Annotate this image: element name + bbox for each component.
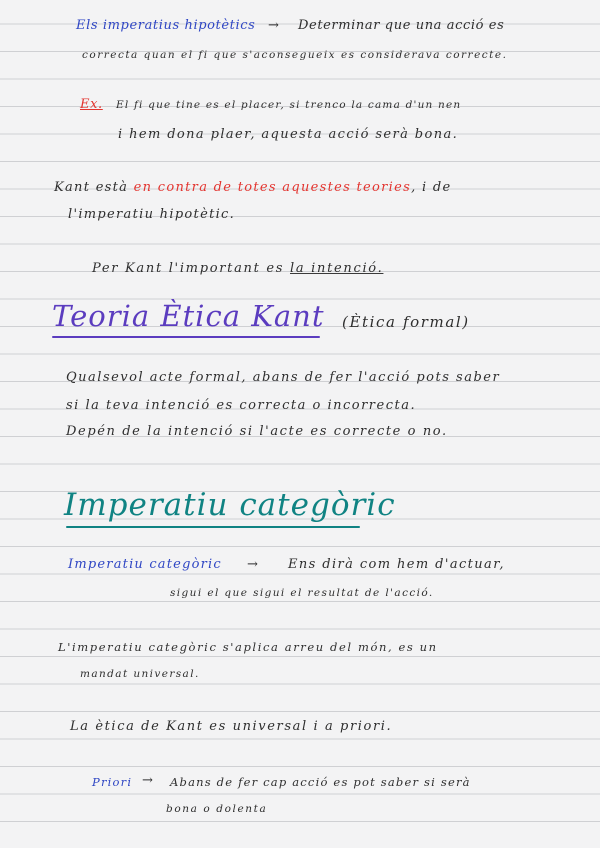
imperatiu-def-line-2: sigui el que sigui el resultat de l'acció. <box>170 587 434 599</box>
formal-line-2: si la teva intenció es correcta o incorrecta. <box>66 398 417 413</box>
term-imperatiu-categoric: Imperatiu categòric <box>68 557 222 572</box>
formal-line-3: Depén de la intenció si l'acte es correcte o no. <box>66 424 448 439</box>
formal-line-1: Qualsevol acte formal, abans de fer l'acció pots saber <box>66 370 501 385</box>
etica-kant-line: La ètica de Kant es universal i a priori. <box>70 719 393 734</box>
heading-imperatiu-categoric: Imperatiu categòric <box>64 487 396 523</box>
arrow-icon: → <box>247 557 259 572</box>
kant-against-line-2: l'imperatiu hipotètic. <box>68 207 236 222</box>
kant-against-line-1 <box>54 180 451 195</box>
example-line-1: El fi que tine es el placer, si trenco la cama d'un nen <box>116 99 462 111</box>
arrow-icon: → <box>268 18 280 33</box>
priori-def-line-1: Abans de fer cap acció es pot saber si serà <box>170 775 471 789</box>
definition-line-2: correcta quan el fi que s'aconsegueix es considerava correcte. <box>82 49 508 61</box>
arrow-icon: → <box>142 773 154 788</box>
heading-underline <box>52 336 320 338</box>
heading-underline <box>66 526 360 528</box>
per-kant-underlined: la intenció. <box>290 261 384 276</box>
example-line-2: i hem dona plaer, aquesta acció serà bona. <box>118 127 459 142</box>
term-priori: Priori <box>92 775 133 789</box>
universal-line-2: mandat universal. <box>80 668 200 680</box>
imperatiu-def-line-1: Ens dirà com hem d'actuar, <box>288 557 505 572</box>
heading-paren-etica-formal: (Ètica formal) <box>342 313 470 331</box>
term-imperatius-hipotetics: Els imperatius hipotètics <box>76 18 256 33</box>
kant-against-highlight: en contra de totes aquestes teories <box>133 180 412 195</box>
definition-line-1: Determinar que una acció es <box>298 18 505 33</box>
per-kant-line <box>92 261 383 276</box>
universal-line-1: L'imperatiu categòric s'aplica arreu del món, es un <box>58 640 438 654</box>
example-label: Ex. <box>80 97 103 112</box>
priori-def-line-2: bona o dolenta <box>166 803 268 815</box>
kant-against-post: , i de <box>411 180 452 195</box>
heading-teoria-etica-kant: Teoria Ètica Kant <box>52 299 325 333</box>
per-kant-pre: Per Kant l'important es <box>92 261 285 276</box>
kant-against-pre: Kant està <box>54 180 129 195</box>
